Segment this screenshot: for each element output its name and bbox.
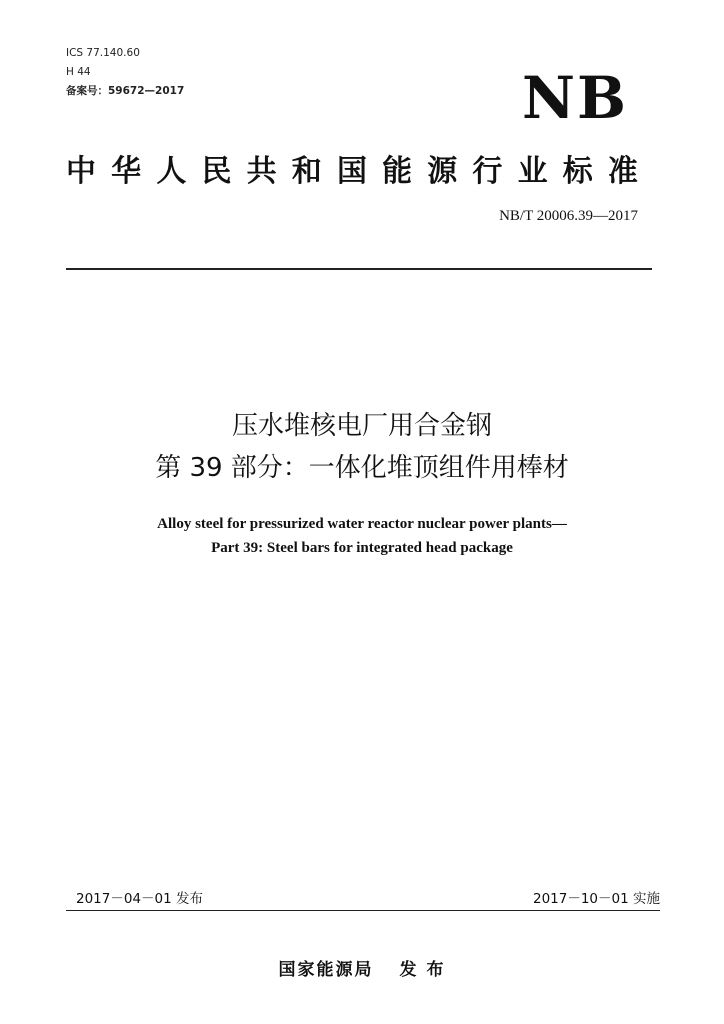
footer-divider bbox=[66, 910, 660, 911]
document-title-cn-line1: 压水堆核电厂用合金钢 bbox=[231, 411, 492, 441]
title-char: 共 bbox=[246, 154, 277, 189]
title-char: 准 bbox=[607, 154, 638, 189]
publisher-name: 国家能源局 bbox=[278, 960, 374, 980]
title-char: 源 bbox=[427, 154, 458, 189]
title-char: 国 bbox=[336, 154, 367, 189]
standard-number: NB/T 20006.39—2017 bbox=[499, 208, 638, 224]
title-char: 中 bbox=[66, 154, 96, 189]
title-char: 行 bbox=[472, 154, 503, 189]
title-char: 民 bbox=[201, 154, 232, 189]
standard-category-title bbox=[66, 152, 638, 192]
issue-date: 2017－04－01 发布 bbox=[76, 891, 204, 907]
publisher-action: 发 布 bbox=[399, 960, 446, 980]
document-title-en-line1: Alloy steel for pressurized water reactor nuclear power plants— bbox=[157, 516, 567, 532]
classification-code: H 44 bbox=[66, 66, 91, 78]
header-divider bbox=[66, 268, 652, 270]
title-char: 和 bbox=[291, 154, 322, 189]
title-char: 华 bbox=[111, 154, 142, 189]
nb-logo: NB bbox=[522, 64, 629, 132]
document-title-en-line2: Part 39: Steel bars for integrated head package bbox=[211, 540, 513, 556]
implementation-date: 2017－10－01 实施 bbox=[532, 891, 660, 907]
title-char: 业 bbox=[517, 154, 548, 189]
title-char: 标 bbox=[562, 154, 593, 189]
ics-code: ICS 77.140.60 bbox=[66, 47, 140, 59]
publisher-line bbox=[0, 958, 724, 982]
record-number: 备案号：59672—2017 bbox=[66, 85, 185, 97]
document-title-cn-line2: 第 39 部分：一体化堆顶组件用棒材 bbox=[155, 453, 569, 483]
title-char: 人 bbox=[156, 154, 187, 189]
title-char: 能 bbox=[382, 154, 413, 189]
